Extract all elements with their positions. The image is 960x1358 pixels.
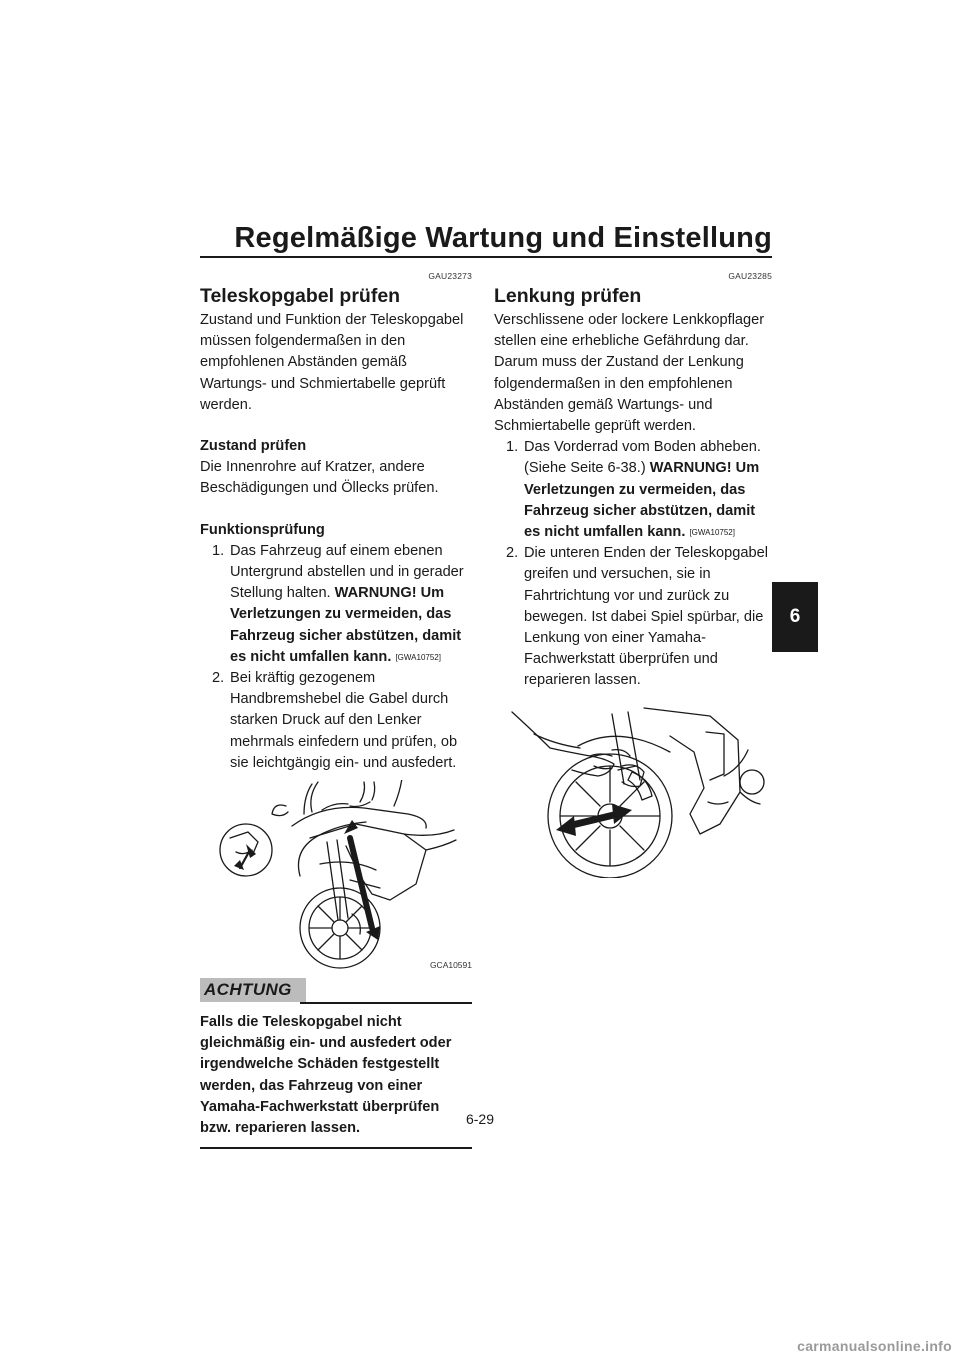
list-item [200, 668, 472, 774]
fork-intro: Zustand und Funktion der Teleskopgabel müssen folgendermaßen in den empfohlenen Abständen gemäß Wartungs- und Schmiertabelle geprüft werden. [200, 312, 464, 413]
warning-code: [GWA10752] [395, 652, 441, 662]
notice-rule [300, 1002, 472, 1004]
condition-text: Die Innenrohre auf Kratzer, andere Beschädigungen und Öllecks prüfen. [200, 459, 439, 497]
warning-code: [GWA10752] [689, 528, 735, 538]
step-number: 1. [506, 439, 519, 456]
fork-illustration [200, 780, 472, 976]
page-number: 6-29 [465, 1111, 495, 1127]
right-column [494, 270, 772, 878]
section-code: GAU23285 [728, 271, 772, 281]
steering-check-figure [494, 706, 772, 878]
step-number: 2. [506, 545, 519, 562]
warning-text: WARNUNG! Um Verletzungen zu vermeiden, das Fahrzeug sicher abstützen, damit es nicht umfallen kann. [524, 460, 760, 541]
left-column [200, 270, 472, 1149]
step-text: Bei kräftig gezogenem Handbremshebel die Gabel durch starken Druck auf den Lenker mehrmals einfedern und prüfen, ob sie leichtgängig ein- und ausfedert. [230, 670, 458, 771]
notice-text: Falls die Teleskopgabel nicht gleichmäßig ein- und ausfedert oder irgendwelche Schäden festgestellt werden, das Fahrzeug von einer Yamaha-Fachwerkstatt überprüfen bzw. reparieren lassen. [200, 1014, 452, 1137]
notice-label: ACHTUNG [200, 978, 306, 1002]
section-code: GAU23273 [428, 271, 472, 281]
list-item [200, 541, 472, 668]
step-text: Das Vorderrad vom Boden abheben. (Siehe Seite 6-38.) [524, 439, 761, 477]
notice-header [200, 978, 472, 1004]
section-title-fork: Teleskopgabel prüfen [200, 285, 401, 307]
condition-heading: Zustand prüfen [200, 438, 307, 455]
header-rule [200, 256, 772, 258]
step-text: Das Fahrzeug auf einem ebenen Untergrund abstellen und in gerader Stellung halten. [230, 542, 464, 602]
step-number: 1. [212, 542, 225, 559]
figure-code: GCA10591 [429, 959, 472, 970]
list-item [494, 437, 772, 543]
chapter-tab: 6 [772, 582, 818, 652]
watermark: carmanualsonline.info [797, 1338, 952, 1354]
function-heading: Funktionsprüfung [200, 521, 325, 538]
page-title: Regelmäßige Wartung und Einstellung [234, 222, 772, 254]
motorcycle-fork-figure [200, 780, 472, 976]
steering-intro: Verschlissene oder lockere Lenkkopflager stellen eine erhebliche Gefährdung dar. Darum muss der Zustand der Lenkung folgendermaßen in den empfohlenen Abständen gemäß Wartungs- und Schmiertabelle geprüft werden. [494, 312, 765, 435]
notice-rule [200, 1147, 472, 1149]
steering-illustration [494, 706, 772, 878]
section-title-steering: Lenkung prüfen [494, 285, 642, 307]
fork-steps [200, 541, 472, 774]
steering-steps [494, 437, 772, 691]
warning-text: WARNUNG! Um Verletzungen zu vermeiden, das Fahrzeug sicher abstützen, damit es nicht umfallen kann. [230, 585, 462, 665]
step-number: 2. [212, 670, 225, 687]
step-text: Die unteren Enden der Teleskopgabel greifen und versuchen, sie in Fahrtrichtung vor und zurück zu bewegen. Ist dabei Spiel spürbar, die Lenkung von einer Yamaha-Fachwerkstatt überprüfen und reparieren lassen. [524, 545, 768, 689]
list-item [494, 543, 772, 691]
